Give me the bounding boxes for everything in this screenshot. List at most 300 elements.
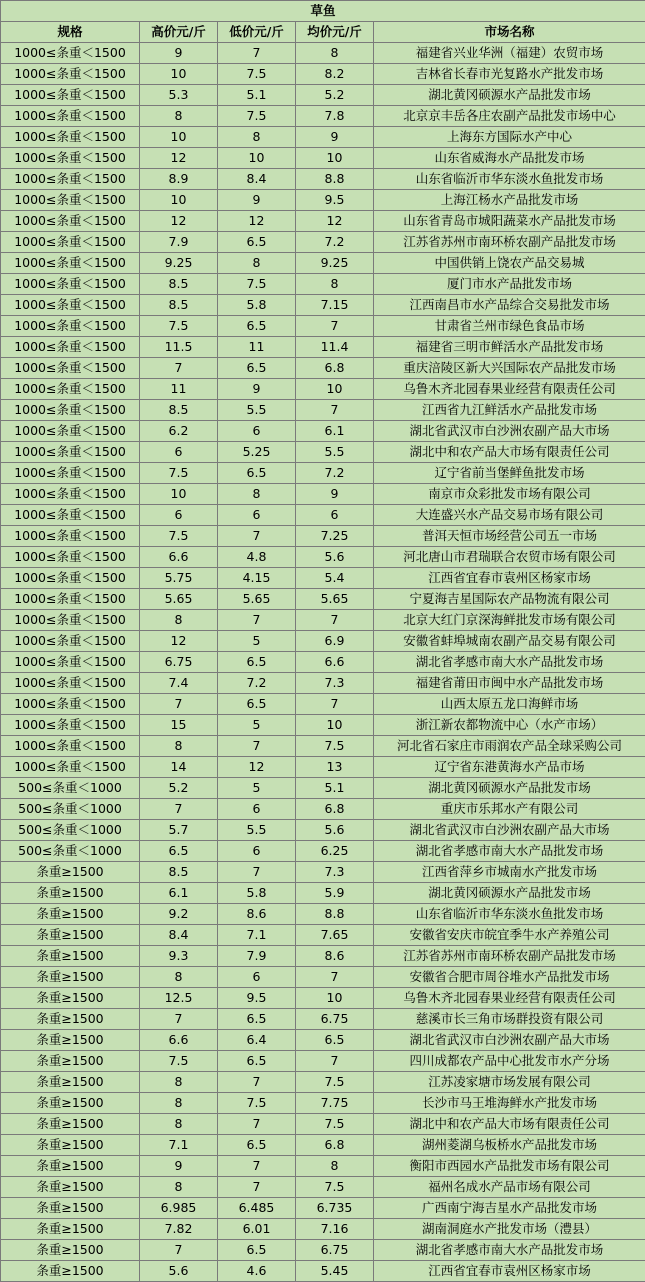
- table-row: [1, 1009, 645, 1030]
- table-row: [1, 568, 645, 589]
- table-row: [1, 799, 645, 820]
- cell-high-price: 5.7: [140, 820, 218, 841]
- cell-spec: 条重≥1500: [1, 883, 140, 904]
- cell-low-price: 5.8: [218, 883, 296, 904]
- table-row: [1, 610, 645, 631]
- cell-high-price: 10: [140, 127, 218, 148]
- cell-avg-price: 7.65: [296, 925, 374, 946]
- cell-avg-price: 6.6: [296, 652, 374, 673]
- cell-spec: 1000≤条重＜1500: [1, 526, 140, 547]
- cell-high-price: 8.4: [140, 925, 218, 946]
- cell-avg-price: 5.5: [296, 442, 374, 463]
- cell-low-price: 5: [218, 778, 296, 799]
- cell-high-price: 9.25: [140, 253, 218, 274]
- cell-spec: 条重≥1500: [1, 862, 140, 883]
- cell-spec: 条重≥1500: [1, 1114, 140, 1135]
- table-row: [1, 400, 645, 421]
- cell-low-price: 5.1: [218, 85, 296, 106]
- cell-spec: 500≤条重＜1000: [1, 778, 140, 799]
- cell-market-name: 安徽省合肥市周谷堆水产品批发市场: [374, 967, 645, 988]
- cell-avg-price: 8: [296, 1156, 374, 1177]
- cell-high-price: 10: [140, 484, 218, 505]
- cell-low-price: 6.485: [218, 1198, 296, 1219]
- cell-high-price: 9.2: [140, 904, 218, 925]
- cell-low-price: 7: [218, 610, 296, 631]
- table-row: [1, 358, 645, 379]
- cell-avg-price: 7: [296, 610, 374, 631]
- cell-high-price: 7.1: [140, 1135, 218, 1156]
- cell-market-name: 重庆涪陵区新大兴国际农产品批发市场: [374, 358, 645, 379]
- cell-avg-price: 6.75: [296, 1240, 374, 1261]
- cell-high-price: 10: [140, 190, 218, 211]
- cell-avg-price: 9: [296, 127, 374, 148]
- cell-low-price: 5.65: [218, 589, 296, 610]
- cell-market-name: 辽宁省前当堡鲜鱼批发市场: [374, 463, 645, 484]
- cell-high-price: 6.5: [140, 841, 218, 862]
- table-row: [1, 1198, 645, 1219]
- cell-spec: 1000≤条重＜1500: [1, 148, 140, 169]
- cell-spec: 500≤条重＜1000: [1, 820, 140, 841]
- cell-high-price: 12: [140, 148, 218, 169]
- cell-market-name: 湖南洞庭水产批发市场（澧县）: [374, 1219, 645, 1240]
- cell-spec: 条重≥1500: [1, 946, 140, 967]
- cell-market-name: 湖北省武汉市白沙洲农副产品大市场: [374, 820, 645, 841]
- cell-spec: 条重≥1500: [1, 1093, 140, 1114]
- cell-low-price: 6.01: [218, 1219, 296, 1240]
- cell-low-price: 8: [218, 127, 296, 148]
- cell-spec: 条重≥1500: [1, 967, 140, 988]
- cell-spec: 条重≥1500: [1, 1219, 140, 1240]
- cell-high-price: 6.6: [140, 547, 218, 568]
- cell-spec: 条重≥1500: [1, 1156, 140, 1177]
- cell-market-name: 湖北中和农产品大市场有限责任公司: [374, 1114, 645, 1135]
- cell-spec: 1000≤条重＜1500: [1, 463, 140, 484]
- cell-spec: 1000≤条重＜1500: [1, 253, 140, 274]
- cell-market-name: 吉林省长春市光复路水产批发市场: [374, 64, 645, 85]
- cell-high-price: 8: [140, 106, 218, 127]
- header-spec: 规格: [1, 22, 140, 43]
- table-row: [1, 925, 645, 946]
- cell-avg-price: 6.8: [296, 358, 374, 379]
- cell-high-price: 8: [140, 967, 218, 988]
- cell-spec: 1000≤条重＜1500: [1, 736, 140, 757]
- cell-spec: 条重≥1500: [1, 1030, 140, 1051]
- cell-avg-price: 7.25: [296, 526, 374, 547]
- cell-market-name: 河北省石家庄市雨润农产品全球采购公司: [374, 736, 645, 757]
- table-row: [1, 778, 645, 799]
- cell-high-price: 6.2: [140, 421, 218, 442]
- table-row: [1, 883, 645, 904]
- cell-high-price: 8.9: [140, 169, 218, 190]
- cell-market-name: 江西省宜春市袁州区杨家市场: [374, 568, 645, 589]
- cell-avg-price: 7.8: [296, 106, 374, 127]
- cell-high-price: 6.6: [140, 1030, 218, 1051]
- cell-high-price: 12: [140, 211, 218, 232]
- table-row: [1, 631, 645, 652]
- cell-spec: 1000≤条重＜1500: [1, 715, 140, 736]
- cell-high-price: 7: [140, 694, 218, 715]
- table-row: [1, 316, 645, 337]
- table-row: [1, 211, 645, 232]
- cell-spec: 条重≥1500: [1, 1198, 140, 1219]
- cell-spec: 条重≥1500: [1, 1009, 140, 1030]
- cell-low-price: 6.5: [218, 694, 296, 715]
- cell-spec: 1000≤条重＜1500: [1, 337, 140, 358]
- cell-high-price: 9: [140, 1156, 218, 1177]
- table-row: [1, 904, 645, 925]
- cell-avg-price: 7: [296, 1051, 374, 1072]
- cell-low-price: 5: [218, 715, 296, 736]
- cell-high-price: 7.5: [140, 463, 218, 484]
- table-row: [1, 1072, 645, 1093]
- cell-avg-price: 6.25: [296, 841, 374, 862]
- cell-avg-price: 6.8: [296, 1135, 374, 1156]
- cell-high-price: 7.4: [140, 673, 218, 694]
- cell-avg-price: 7.2: [296, 463, 374, 484]
- cell-market-name: 甘肃省兰州市绿色食品市场: [374, 316, 645, 337]
- table-row: [1, 1114, 645, 1135]
- cell-spec: 1000≤条重＜1500: [1, 757, 140, 778]
- cell-avg-price: 7.3: [296, 862, 374, 883]
- table-row: [1, 1051, 645, 1072]
- table-row: [1, 841, 645, 862]
- table-row: [1, 484, 645, 505]
- table-row: [1, 148, 645, 169]
- cell-market-name: 宁夏海吉星国际农产品物流有限公司: [374, 589, 645, 610]
- cell-avg-price: 7.16: [296, 1219, 374, 1240]
- cell-low-price: 5: [218, 631, 296, 652]
- cell-avg-price: 5.1: [296, 778, 374, 799]
- cell-avg-price: 8: [296, 43, 374, 64]
- cell-avg-price: 10: [296, 715, 374, 736]
- cell-spec: 条重≥1500: [1, 904, 140, 925]
- cell-avg-price: 7.15: [296, 295, 374, 316]
- table-row: [1, 421, 645, 442]
- cell-high-price: 8: [140, 736, 218, 757]
- cell-high-price: 7: [140, 799, 218, 820]
- cell-spec: 1000≤条重＜1500: [1, 106, 140, 127]
- cell-market-name: 上海东方国际水产中心: [374, 127, 645, 148]
- cell-spec: 条重≥1500: [1, 1051, 140, 1072]
- cell-spec: 1000≤条重＜1500: [1, 64, 140, 85]
- cell-market-name: 重庆市乐邦水产有限公司: [374, 799, 645, 820]
- cell-market-name: 安徽省蚌埠城南农副产品交易有限公司: [374, 631, 645, 652]
- cell-market-name: 江西省萍乡市城南水产批发市场: [374, 862, 645, 883]
- cell-low-price: 6.5: [218, 1009, 296, 1030]
- cell-avg-price: 6.8: [296, 799, 374, 820]
- cell-high-price: 11: [140, 379, 218, 400]
- cell-low-price: 7.5: [218, 106, 296, 127]
- cell-high-price: 14: [140, 757, 218, 778]
- cell-avg-price: 6.1: [296, 421, 374, 442]
- table-row: [1, 505, 645, 526]
- table-row: [1, 757, 645, 778]
- cell-spec: 1000≤条重＜1500: [1, 43, 140, 64]
- cell-avg-price: 7: [296, 400, 374, 421]
- cell-market-name: 乌鲁木齐北园春果业经营有限责任公司: [374, 379, 645, 400]
- table-row: [1, 337, 645, 358]
- cell-low-price: 7: [218, 43, 296, 64]
- table-row: [1, 1093, 645, 1114]
- cell-low-price: 10: [218, 148, 296, 169]
- cell-low-price: 7: [218, 526, 296, 547]
- cell-market-name: 湖北黄冈硕源水产品批发市场: [374, 778, 645, 799]
- cell-avg-price: 5.45: [296, 1261, 374, 1282]
- table-row: [1, 715, 645, 736]
- cell-high-price: 8: [140, 610, 218, 631]
- table-row: [1, 463, 645, 484]
- cell-market-name: 山东省威海水产品批发市场: [374, 148, 645, 169]
- cell-market-name: 江苏凌家塘市场发展有限公司: [374, 1072, 645, 1093]
- table-title: 草鱼: [1, 1, 645, 22]
- cell-low-price: 6.5: [218, 1135, 296, 1156]
- cell-market-name: 南京市众彩批发市场有限公司: [374, 484, 645, 505]
- cell-low-price: 11: [218, 337, 296, 358]
- cell-high-price: 15: [140, 715, 218, 736]
- cell-low-price: 8: [218, 484, 296, 505]
- cell-avg-price: 5.65: [296, 589, 374, 610]
- cell-avg-price: 7.3: [296, 673, 374, 694]
- header-market-name: 市场名称: [374, 22, 645, 43]
- cell-low-price: 7: [218, 862, 296, 883]
- cell-high-price: 11.5: [140, 337, 218, 358]
- cell-avg-price: 8.6: [296, 946, 374, 967]
- cell-low-price: 6.5: [218, 358, 296, 379]
- header-row: [1, 22, 645, 43]
- cell-low-price: 7: [218, 736, 296, 757]
- cell-high-price: 8.5: [140, 862, 218, 883]
- cell-avg-price: 7.2: [296, 232, 374, 253]
- cell-high-price: 7: [140, 1240, 218, 1261]
- table-row: [1, 1135, 645, 1156]
- cell-spec: 1000≤条重＜1500: [1, 547, 140, 568]
- cell-market-name: 辽宁省东港黄海水产品市场: [374, 757, 645, 778]
- cell-low-price: 8: [218, 253, 296, 274]
- cell-avg-price: 13: [296, 757, 374, 778]
- cell-low-price: 7: [218, 1156, 296, 1177]
- cell-low-price: 6.5: [218, 1051, 296, 1072]
- cell-low-price: 6.5: [218, 652, 296, 673]
- table-row: [1, 694, 645, 715]
- cell-market-name: 衡阳市西园水产品批发市场有限公司: [374, 1156, 645, 1177]
- cell-avg-price: 6: [296, 505, 374, 526]
- cell-avg-price: 5.4: [296, 568, 374, 589]
- cell-low-price: 6.5: [218, 316, 296, 337]
- cell-spec: 1000≤条重＜1500: [1, 442, 140, 463]
- cell-high-price: 5.3: [140, 85, 218, 106]
- cell-spec: 1000≤条重＜1500: [1, 379, 140, 400]
- cell-market-name: 湖北省武汉市白沙洲农副产品大市场: [374, 421, 645, 442]
- cell-high-price: 7.9: [140, 232, 218, 253]
- cell-low-price: 4.8: [218, 547, 296, 568]
- cell-high-price: 5.2: [140, 778, 218, 799]
- cell-high-price: 5.6: [140, 1261, 218, 1282]
- cell-spec: 1000≤条重＜1500: [1, 358, 140, 379]
- cell-spec: 1000≤条重＜1500: [1, 631, 140, 652]
- cell-spec: 条重≥1500: [1, 988, 140, 1009]
- cell-low-price: 4.6: [218, 1261, 296, 1282]
- cell-high-price: 6: [140, 442, 218, 463]
- cell-low-price: 5.25: [218, 442, 296, 463]
- cell-high-price: 8.5: [140, 274, 218, 295]
- cell-avg-price: 10: [296, 988, 374, 1009]
- cell-market-name: 四川成都农产品中心批发市水产分场: [374, 1051, 645, 1072]
- cell-avg-price: 8.2: [296, 64, 374, 85]
- table-row: [1, 43, 645, 64]
- table-row: [1, 127, 645, 148]
- cell-avg-price: 9.25: [296, 253, 374, 274]
- cell-low-price: 8.4: [218, 169, 296, 190]
- cell-spec: 1000≤条重＜1500: [1, 673, 140, 694]
- cell-spec: 1000≤条重＜1500: [1, 295, 140, 316]
- cell-low-price: 8.6: [218, 904, 296, 925]
- cell-low-price: 6: [218, 799, 296, 820]
- cell-avg-price: 7: [296, 694, 374, 715]
- cell-high-price: 6: [140, 505, 218, 526]
- table-row: [1, 736, 645, 757]
- cell-high-price: 8: [140, 1177, 218, 1198]
- table-row: [1, 442, 645, 463]
- cell-spec: 1000≤条重＜1500: [1, 316, 140, 337]
- table-row: [1, 253, 645, 274]
- table-row: [1, 64, 645, 85]
- cell-low-price: 7.5: [218, 1093, 296, 1114]
- cell-market-name: 北京京丰岳各庄农副产品批发市场中心: [374, 106, 645, 127]
- cell-avg-price: 8: [296, 274, 374, 295]
- cell-spec: 1000≤条重＜1500: [1, 400, 140, 421]
- table-row: [1, 106, 645, 127]
- cell-low-price: 12: [218, 211, 296, 232]
- table-row: [1, 1030, 645, 1051]
- cell-low-price: 9: [218, 379, 296, 400]
- cell-low-price: 6: [218, 505, 296, 526]
- table-row: [1, 673, 645, 694]
- cell-spec: 1000≤条重＜1500: [1, 652, 140, 673]
- cell-high-price: 10: [140, 64, 218, 85]
- cell-high-price: 7.5: [140, 316, 218, 337]
- table-row: [1, 379, 645, 400]
- table-row: [1, 967, 645, 988]
- cell-spec: 1000≤条重＜1500: [1, 421, 140, 442]
- cell-high-price: 8: [140, 1072, 218, 1093]
- table-row: [1, 190, 645, 211]
- cell-low-price: 5.8: [218, 295, 296, 316]
- cell-spec: 1000≤条重＜1500: [1, 232, 140, 253]
- cell-high-price: 7.82: [140, 1219, 218, 1240]
- cell-low-price: 12: [218, 757, 296, 778]
- header-low-price: 低价元/斤: [218, 22, 296, 43]
- table-row: [1, 820, 645, 841]
- table-row: [1, 232, 645, 253]
- cell-avg-price: 6.735: [296, 1198, 374, 1219]
- cell-low-price: 6.5: [218, 232, 296, 253]
- table-row: [1, 652, 645, 673]
- cell-market-name: 江西省九江鲜活水产品批发市场: [374, 400, 645, 421]
- cell-high-price: 6.1: [140, 883, 218, 904]
- cell-low-price: 9.5: [218, 988, 296, 1009]
- cell-low-price: 9: [218, 190, 296, 211]
- cell-high-price: 8: [140, 1114, 218, 1135]
- cell-market-name: 厦门市水产品批发市场: [374, 274, 645, 295]
- cell-low-price: 5.5: [218, 400, 296, 421]
- cell-spec: 条重≥1500: [1, 1177, 140, 1198]
- cell-spec: 条重≥1500: [1, 1240, 140, 1261]
- cell-spec: 1000≤条重＜1500: [1, 169, 140, 190]
- cell-high-price: 8.5: [140, 295, 218, 316]
- header-high-price: 高价元/斤: [140, 22, 218, 43]
- cell-market-name: 福建省莆田市闽中水产品批发市场: [374, 673, 645, 694]
- cell-spec: 1000≤条重＜1500: [1, 505, 140, 526]
- cell-market-name: 湖北省孝感市南大水产品批发市场: [374, 841, 645, 862]
- cell-market-name: 乌鲁木齐北园春果业经营有限责任公司: [374, 988, 645, 1009]
- cell-spec: 条重≥1500: [1, 925, 140, 946]
- cell-avg-price: 7.5: [296, 1072, 374, 1093]
- cell-avg-price: 5.2: [296, 85, 374, 106]
- cell-spec: 1000≤条重＜1500: [1, 694, 140, 715]
- table-row: [1, 946, 645, 967]
- cell-market-name: 长沙市马王堆海鲜水产批发市场: [374, 1093, 645, 1114]
- cell-low-price: 7: [218, 1177, 296, 1198]
- cell-spec: 1000≤条重＜1500: [1, 127, 140, 148]
- cell-market-name: 福州名成水产品市场有限公司: [374, 1177, 645, 1198]
- cell-high-price: 7: [140, 1009, 218, 1030]
- cell-high-price: 5.65: [140, 589, 218, 610]
- cell-spec: 1000≤条重＜1500: [1, 211, 140, 232]
- cell-spec: 条重≥1500: [1, 1135, 140, 1156]
- cell-avg-price: 5.6: [296, 547, 374, 568]
- cell-market-name: 江苏省苏州市南环桥农副产品批发市场: [374, 232, 645, 253]
- table-row: [1, 1219, 645, 1240]
- cell-market-name: 山东省临沂市华东淡水鱼批发市场: [374, 169, 645, 190]
- cell-market-name: 湖北省孝感市南大水产品批发市场: [374, 652, 645, 673]
- cell-avg-price: 7.5: [296, 1177, 374, 1198]
- cell-spec: 1000≤条重＜1500: [1, 274, 140, 295]
- cell-avg-price: 7.75: [296, 1093, 374, 1114]
- cell-high-price: 12.5: [140, 988, 218, 1009]
- cell-spec: 1000≤条重＜1500: [1, 484, 140, 505]
- cell-market-name: 湖州菱湖乌板桥水产品批发市场: [374, 1135, 645, 1156]
- cell-high-price: 7: [140, 358, 218, 379]
- cell-market-name: 湖北省武汉市白沙洲农副产品大市场: [374, 1030, 645, 1051]
- cell-spec: 条重≥1500: [1, 1261, 140, 1282]
- cell-high-price: 7.5: [140, 1051, 218, 1072]
- cell-market-name: 山西太原五龙口海鲜市场: [374, 694, 645, 715]
- table-row: [1, 589, 645, 610]
- cell-avg-price: 5.6: [296, 820, 374, 841]
- cell-avg-price: 6.75: [296, 1009, 374, 1030]
- cell-avg-price: 7.5: [296, 736, 374, 757]
- table-row: [1, 274, 645, 295]
- cell-low-price: 6: [218, 841, 296, 862]
- cell-market-name: 江西南昌市水产品综合交易批发市场: [374, 295, 645, 316]
- table-row: [1, 1156, 645, 1177]
- cell-market-name: 山东省青岛市城阳蔬菜水产品批发市场: [374, 211, 645, 232]
- table-row: [1, 85, 645, 106]
- cell-market-name: 普洱天恒市场经营公司五一市场: [374, 526, 645, 547]
- cell-low-price: 7: [218, 1114, 296, 1135]
- table-row: [1, 1177, 645, 1198]
- cell-market-name: 江苏省苏州市南环桥农副产品批发市场: [374, 946, 645, 967]
- cell-avg-price: 7.5: [296, 1114, 374, 1135]
- cell-market-name: 上海江杨水产品批发市场: [374, 190, 645, 211]
- table-row: [1, 295, 645, 316]
- cell-market-name: 山东省临沂市华东淡水鱼批发市场: [374, 904, 645, 925]
- cell-low-price: 6: [218, 421, 296, 442]
- cell-market-name: 江西省宜春市袁州区杨家市场: [374, 1261, 645, 1282]
- cell-low-price: 5.5: [218, 820, 296, 841]
- table-row: [1, 526, 645, 547]
- cell-market-name: 湖北黄冈硕源水产品批发市场: [374, 883, 645, 904]
